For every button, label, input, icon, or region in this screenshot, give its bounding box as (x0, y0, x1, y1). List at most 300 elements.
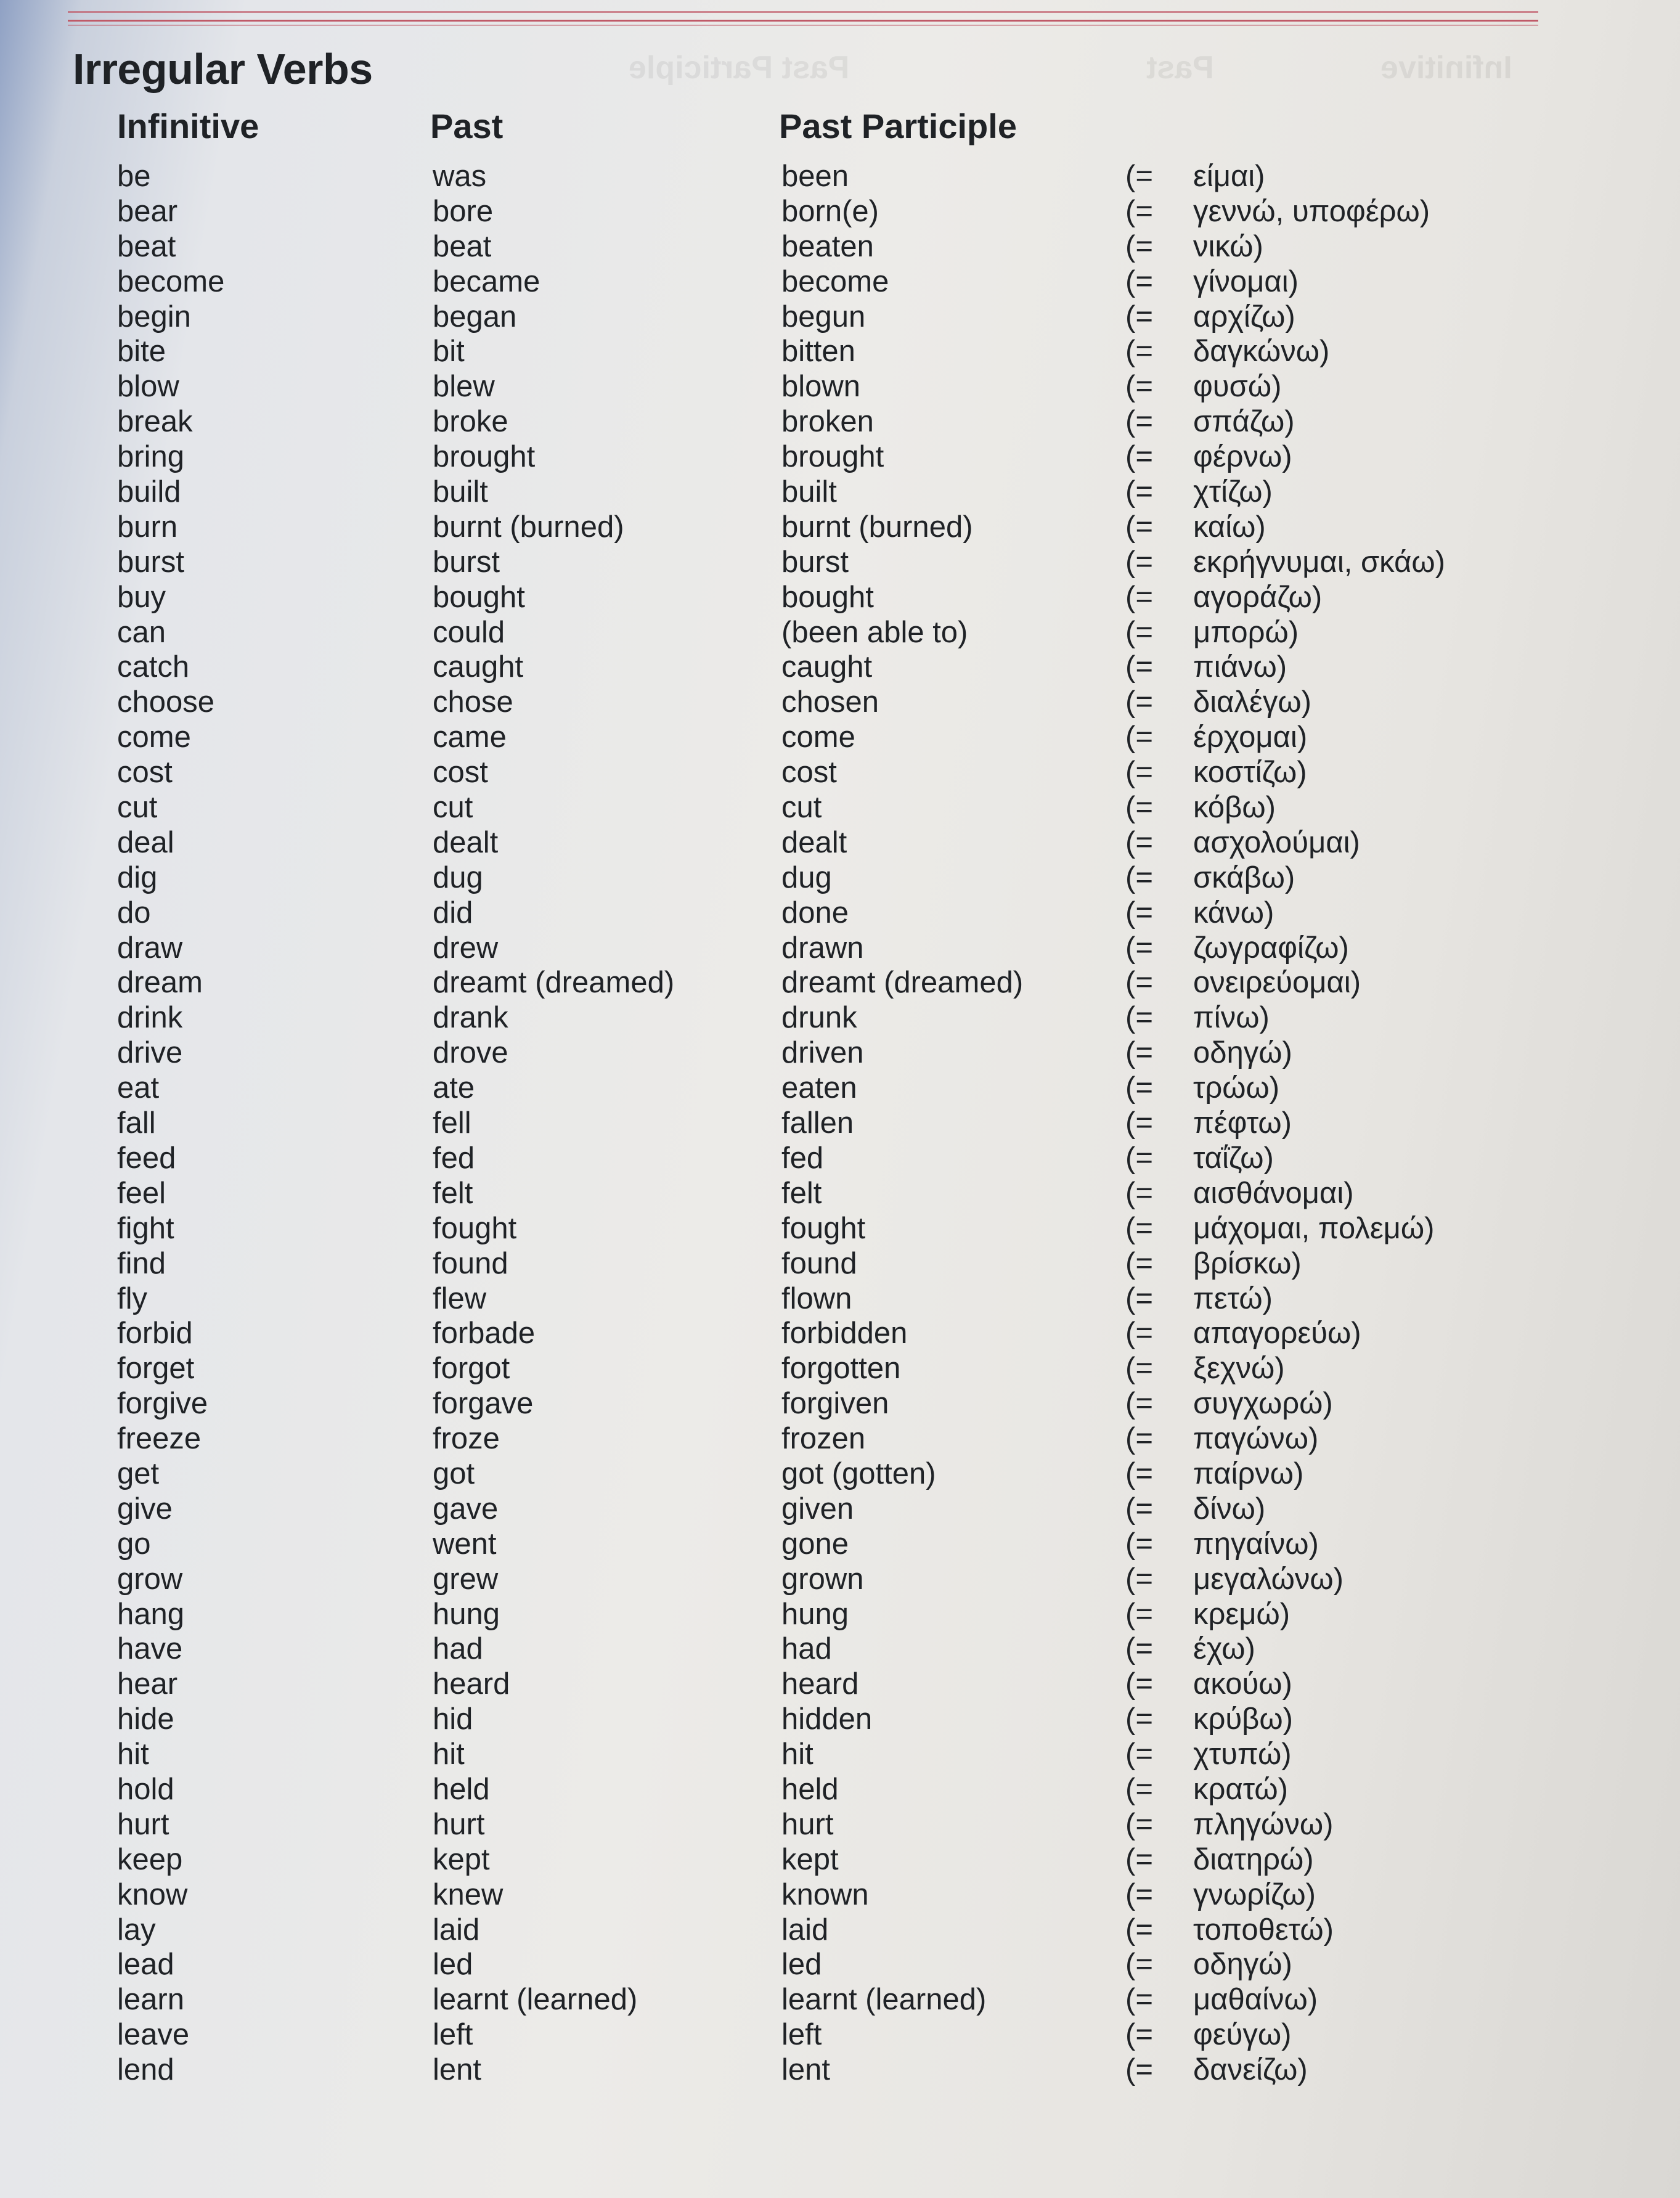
greek-translation-cell (1125, 264, 1445, 300)
past-participle-cell: fed (781, 1141, 824, 1175)
past-participle-cell: chosen (781, 685, 879, 719)
past-participle-cell: hurt (781, 1807, 834, 1841)
equals-prefix: (= (1125, 1632, 1153, 1666)
equals-prefix: (= (1125, 1807, 1153, 1841)
greek-word: μαθαίνω) (1193, 1983, 1318, 2017)
past-participle-cell: dealt (781, 825, 847, 859)
past-participle-cell: forgiven (781, 1387, 889, 1421)
past-participle-cell: blown (781, 370, 861, 404)
greek-translation-cell (1125, 1000, 1445, 1036)
equals-prefix: (= (1125, 1527, 1153, 1561)
past-participle-cell: built (781, 475, 837, 509)
past-cell: drew (433, 931, 499, 965)
past-cell: lent (433, 2053, 482, 2087)
past-cell: went (433, 1527, 497, 1561)
greek-word: δίνω) (1193, 1492, 1266, 1526)
equals-prefix: (= (1125, 1948, 1153, 1982)
past-participle-cell: forgotten (781, 1352, 901, 1386)
past-participle-cell: got (gotten) (781, 1456, 936, 1490)
infinitive-cell: choose (117, 685, 215, 719)
infinitive-cell: freeze (117, 1422, 202, 1456)
equals-prefix: (= (1125, 1738, 1153, 1771)
greek-word: ονειρεύομαι) (1193, 966, 1361, 1000)
past-participle-cell: driven (781, 1036, 864, 1070)
equals-prefix: (= (1125, 1597, 1153, 1631)
equals-prefix: (= (1125, 1842, 1153, 1876)
infinitive-cell: hold (117, 1772, 174, 1806)
infinitive-cell: learn (117, 1983, 184, 2017)
greek-translation-cell (1125, 229, 1445, 264)
past-participle-cell: burst (781, 545, 849, 579)
greek-word: εκρήγνυμαι, σκάω) (1193, 545, 1445, 579)
equals-prefix: (= (1125, 650, 1153, 684)
past-participle-cell: felt (781, 1176, 822, 1210)
greek-word: είμαι) (1193, 160, 1265, 193)
past-cell: hung (433, 1597, 500, 1631)
past-cell: hurt (433, 1807, 485, 1841)
past-participle-cell: given (781, 1492, 854, 1526)
infinitive-cell: be (117, 160, 151, 193)
greek-word: δαγκώνω) (1193, 335, 1330, 369)
past-participle-cell: lent (781, 2053, 831, 2087)
past-cell: learnt (learned) (433, 1983, 638, 2017)
past-cell: left (433, 2018, 473, 2052)
greek-word: σπάζω) (1193, 405, 1295, 439)
greek-translation-column (1125, 159, 1445, 2088)
past-cell: kept (433, 1842, 490, 1876)
greek-word: τρώω) (1193, 1071, 1280, 1105)
past-participle-cell: flown (781, 1281, 852, 1315)
infinitive-cell: forget (117, 1352, 195, 1386)
infinitive-cell: catch (117, 650, 190, 684)
greek-word: χτυπώ) (1193, 1738, 1292, 1771)
past-cell: cut (433, 791, 473, 825)
greek-word: διατηρώ) (1193, 1842, 1314, 1876)
greek-word: διαλέγω) (1193, 685, 1311, 719)
past-cell: knew (433, 1877, 504, 1911)
infinitive-cell: hurt (117, 1807, 169, 1841)
past-cell: beat (433, 229, 492, 263)
greek-word: νικώ) (1193, 229, 1263, 263)
equals-prefix: (= (1125, 1877, 1153, 1911)
infinitive-cell: deal (117, 825, 174, 859)
bleed-through-header: Infinitive (1380, 50, 1512, 86)
greek-translation-cell (1125, 1667, 1445, 1702)
greek-translation-cell (1125, 1632, 1445, 1667)
equals-prefix: (= (1125, 1176, 1153, 1210)
greek-word: μάχομαι, πολεμώ) (1193, 1211, 1435, 1245)
infinitive-cell: fly (117, 1281, 147, 1315)
equals-prefix: (= (1125, 2053, 1153, 2087)
greek-translation-cell (1125, 755, 1445, 790)
greek-translation-cell (1125, 965, 1445, 1000)
past-cell: burst (433, 545, 500, 579)
equals-prefix: (= (1125, 615, 1153, 649)
greek-translation-cell (1125, 860, 1445, 896)
past-participle-cell: left (781, 2018, 822, 2052)
equals-prefix: (= (1125, 510, 1153, 544)
greek-translation-cell (1125, 580, 1445, 615)
greek-word: δανείζω) (1193, 2053, 1308, 2087)
greek-word: τοποθετώ) (1193, 1913, 1334, 1947)
greek-word: πίνω) (1193, 1001, 1270, 1035)
equals-prefix: (= (1125, 160, 1153, 193)
equals-prefix: (= (1125, 1667, 1153, 1701)
greek-word: αρχίζω) (1193, 300, 1295, 333)
greek-translation-cell (1125, 1141, 1445, 1176)
greek-word: φυσώ) (1193, 370, 1282, 404)
past-participle-cell: had (781, 1632, 832, 1666)
infinitive-cell: eat (117, 1071, 160, 1105)
past-participle-cell: drunk (781, 1001, 857, 1035)
equals-prefix: (= (1125, 545, 1153, 579)
greek-translation-cell (1125, 1036, 1445, 1071)
greek-word: συγχωρώ) (1193, 1387, 1333, 1421)
past-cell: had (433, 1632, 483, 1666)
infinitive-column (117, 159, 224, 2088)
past-cell: grew (433, 1562, 499, 1596)
greek-translation-cell (1125, 1106, 1445, 1141)
past-participle-cell: fought (781, 1211, 866, 1245)
greek-translation-cell (1125, 1492, 1445, 1527)
greek-translation-cell (1125, 1947, 1445, 1982)
past-cell: did (433, 896, 473, 929)
past-participle-cell: gone (781, 1527, 849, 1561)
page-title: Irregular Verbs (73, 45, 373, 93)
infinitive-cell: lend (117, 2053, 174, 2087)
equals-prefix: (= (1125, 860, 1153, 894)
past-cell: built (433, 475, 488, 509)
infinitive-cell: go (117, 1527, 151, 1561)
equals-prefix: (= (1125, 825, 1153, 859)
past-cell: drank (433, 1001, 508, 1035)
infinitive-cell: buy (117, 580, 166, 614)
past-participle-cell: caught (781, 650, 873, 684)
past-participle-cell: heard (781, 1667, 859, 1701)
past-participle-cell: laid (781, 1913, 829, 1947)
past-cell: fought (433, 1211, 517, 1245)
past-participle-cell: done (781, 896, 849, 929)
infinitive-cell: get (117, 1456, 160, 1490)
past-cell: could (433, 615, 505, 649)
equals-prefix: (= (1125, 1001, 1153, 1035)
infinitive-cell: can (117, 615, 166, 649)
greek-word: χτίζω) (1193, 475, 1273, 509)
greek-translation-cell (1125, 825, 1445, 860)
past-cell: chose (433, 685, 513, 719)
greek-translation-cell (1125, 1456, 1445, 1492)
greek-word: μπορώ) (1193, 615, 1299, 649)
past-cell: bit (433, 335, 465, 369)
equals-prefix: (= (1125, 931, 1153, 965)
infinitive-cell: blow (117, 370, 179, 404)
infinitive-cell: burn (117, 510, 178, 544)
greek-translation-cell (1125, 650, 1445, 685)
greek-word: κρύβω) (1193, 1702, 1293, 1736)
past-participle-cell: kept (781, 1842, 839, 1876)
greek-translation-cell (1125, 1071, 1445, 1106)
equals-prefix: (= (1125, 194, 1153, 228)
past-cell: burnt (burned) (433, 510, 624, 544)
equals-prefix: (= (1125, 2018, 1153, 2052)
greek-word: απαγορεύω) (1193, 1317, 1361, 1350)
past-cell: found (433, 1246, 508, 1280)
past-cell: drove (433, 1036, 508, 1070)
greek-translation-cell (1125, 1913, 1445, 1948)
past-cell: led (433, 1948, 473, 1982)
greek-word: πετώ) (1193, 1281, 1273, 1315)
past-participle-cell: dug (781, 860, 832, 894)
infinitive-cell: bring (117, 440, 184, 474)
top-rule (68, 25, 1538, 26)
greek-translation-cell (1125, 720, 1445, 755)
equals-prefix: (= (1125, 1422, 1153, 1456)
greek-word: κρεμώ) (1193, 1597, 1291, 1631)
past-participle-cell: (been able to) (781, 615, 968, 649)
infinitive-cell: fall (117, 1106, 156, 1140)
greek-translation-cell (1125, 1842, 1445, 1877)
past-cell: froze (433, 1422, 500, 1456)
equals-prefix: (= (1125, 1702, 1153, 1736)
equals-prefix: (= (1125, 264, 1153, 298)
equals-prefix: (= (1125, 896, 1153, 929)
past-cell: blew (433, 370, 495, 404)
greek-word: αγοράζω) (1193, 580, 1323, 614)
past-participle-cell: beaten (781, 229, 874, 263)
past-cell: flew (433, 1281, 487, 1315)
past-cell: hit (433, 1738, 465, 1771)
past-participle-cell: broken (781, 405, 874, 439)
past-cell: became (433, 264, 540, 298)
past-cell: got (433, 1456, 475, 1490)
column-header-infinitive: Infinitive (117, 107, 259, 145)
greek-translation-cell (1125, 439, 1445, 475)
greek-translation-cell (1125, 300, 1445, 335)
past-participle-cell: grown (781, 1562, 864, 1596)
greek-word: γνωρίζω) (1193, 1877, 1316, 1911)
greek-translation-cell (1125, 545, 1445, 580)
infinitive-cell: give (117, 1492, 173, 1526)
infinitive-cell: leave (117, 2018, 190, 2052)
past-participle-cell: bitten (781, 335, 855, 369)
infinitive-cell: become (117, 264, 225, 298)
past-participle-cell: hit (781, 1738, 813, 1771)
equals-prefix: (= (1125, 1913, 1153, 1947)
greek-word: πληγώνω) (1193, 1807, 1334, 1841)
infinitive-cell: dig (117, 860, 158, 894)
past-cell: dealt (433, 825, 499, 859)
past-participle-cell: brought (781, 440, 884, 474)
equals-prefix: (= (1125, 1387, 1153, 1421)
past-participle-cell: held (781, 1772, 839, 1806)
past-participle-cell: learnt (learned) (781, 1983, 987, 2017)
greek-word: φεύγω) (1193, 2018, 1292, 2052)
infinitive-cell: keep (117, 1842, 183, 1876)
infinitive-cell: break (117, 405, 193, 439)
equals-prefix: (= (1125, 1141, 1153, 1175)
past-cell: felt (433, 1176, 473, 1210)
past-participle-cell: cost (781, 756, 837, 790)
infinitive-cell: cost (117, 756, 173, 790)
greek-translation-cell (1125, 790, 1445, 825)
greek-translation-cell (1125, 931, 1445, 966)
greek-translation-cell (1125, 685, 1445, 720)
past-participle-cell: known (781, 1877, 869, 1911)
greek-translation-cell (1125, 404, 1445, 439)
past-participle-cell: born(e) (781, 194, 879, 228)
greek-word: βρίσκω) (1193, 1246, 1302, 1280)
greek-word: έχω) (1193, 1632, 1255, 1666)
past-participle-cell: dreamt (dreamed) (781, 966, 1024, 1000)
greek-translation-cell (1125, 2017, 1445, 2053)
past-participle-cell: been (781, 160, 849, 193)
greek-translation-cell (1125, 1527, 1445, 1562)
past-participle-cell: hidden (781, 1702, 873, 1736)
equals-prefix: (= (1125, 405, 1153, 439)
past-participle-cell: forbidden (781, 1317, 908, 1350)
greek-word: ξεχνώ) (1193, 1352, 1285, 1386)
equals-prefix: (= (1125, 685, 1153, 719)
past-cell: brought (433, 440, 536, 474)
past-participle-cell: bought (781, 580, 874, 614)
past-participle-cell: begun (781, 300, 866, 333)
infinitive-cell: burst (117, 545, 184, 579)
equals-prefix: (= (1125, 966, 1153, 1000)
equals-prefix: (= (1125, 335, 1153, 369)
infinitive-cell: grow (117, 1562, 183, 1596)
greek-word: ταΐζω) (1193, 1141, 1274, 1175)
infinitive-cell: bite (117, 335, 166, 369)
past-participle-cell: found (781, 1246, 857, 1280)
equals-prefix: (= (1125, 1071, 1153, 1105)
greek-word: έρχομαι) (1193, 721, 1308, 754)
infinitive-cell: fight (117, 1211, 174, 1245)
greek-translation-cell (1125, 1562, 1445, 1597)
equals-prefix: (= (1125, 721, 1153, 754)
past-participle-cell: cut (781, 791, 822, 825)
greek-translation-cell (1125, 1386, 1445, 1421)
past-participle-cell: fallen (781, 1106, 854, 1140)
past-cell: began (433, 300, 517, 333)
infinitive-cell: forbid (117, 1317, 193, 1350)
past-cell: forbade (433, 1317, 536, 1350)
infinitive-cell: hide (117, 1702, 174, 1736)
equals-prefix: (= (1125, 791, 1153, 825)
infinitive-cell: forgive (117, 1387, 208, 1421)
infinitive-cell: know (117, 1877, 188, 1911)
greek-translation-cell (1125, 896, 1445, 931)
greek-word: ζωγραφίζω) (1193, 931, 1349, 965)
greek-word: οδηγώ) (1193, 1948, 1292, 1982)
greek-translation-cell (1125, 1597, 1445, 1632)
past-participle-cell: eaten (781, 1071, 857, 1105)
greek-word: οδηγώ) (1193, 1036, 1292, 1070)
equals-prefix: (= (1125, 1106, 1153, 1140)
infinitive-cell: feed (117, 1141, 176, 1175)
greek-word: ακούω) (1193, 1667, 1292, 1701)
past-cell: hid (433, 1702, 473, 1736)
infinitive-cell: come (117, 721, 191, 754)
equals-prefix: (= (1125, 1317, 1153, 1350)
infinitive-cell: bear (117, 194, 178, 228)
equals-prefix: (= (1125, 475, 1153, 509)
greek-word: γίνομαι) (1193, 264, 1299, 298)
infinitive-cell: build (117, 475, 181, 509)
greek-word: αισθάνομαι) (1193, 1176, 1354, 1210)
past-participle-cell: hung (781, 1597, 849, 1631)
past-cell: gave (433, 1492, 499, 1526)
top-rule (68, 20, 1538, 22)
equals-prefix: (= (1125, 1983, 1153, 2017)
past-cell: caught (433, 650, 524, 684)
greek-translation-cell (1125, 1702, 1445, 1737)
past-cell: dug (433, 860, 483, 894)
past-cell: fell (433, 1106, 471, 1140)
equals-prefix: (= (1125, 440, 1153, 474)
bleed-through-header: Past Participle (629, 50, 850, 86)
equals-prefix: (= (1125, 1772, 1153, 1806)
top-rule (68, 11, 1538, 13)
infinitive-cell: lay (117, 1913, 156, 1947)
infinitive-cell: feel (117, 1176, 166, 1210)
greek-word: παίρνω) (1193, 1456, 1304, 1490)
past-participle-cell: drawn (781, 931, 864, 965)
greek-translation-cell (1125, 334, 1445, 369)
infinitive-cell: beat (117, 229, 176, 263)
greek-word: κόβω) (1193, 791, 1276, 825)
equals-prefix: (= (1125, 580, 1153, 614)
past-participle-cell: come (781, 721, 855, 754)
equals-prefix: (= (1125, 1281, 1153, 1315)
greek-translation-cell (1125, 159, 1445, 194)
past-cell: fed (433, 1141, 475, 1175)
equals-prefix: (= (1125, 1211, 1153, 1245)
greek-translation-cell (1125, 1421, 1445, 1456)
past-cell: bore (433, 194, 494, 228)
greek-translation-cell (1125, 1316, 1445, 1351)
greek-translation-cell (1125, 1211, 1445, 1246)
past-participle-cell: burnt (burned) (781, 510, 973, 544)
equals-prefix: (= (1125, 300, 1153, 333)
past-participle-column (781, 159, 1023, 2088)
greek-translation-cell (1125, 194, 1445, 229)
bleed-through-header: Past (1146, 50, 1214, 86)
greek-word: φέρνω) (1193, 440, 1292, 474)
past-cell: dreamt (dreamed) (433, 966, 675, 1000)
greek-word: σκάβω) (1193, 860, 1295, 894)
infinitive-cell: do (117, 896, 151, 929)
past-cell: held (433, 1772, 490, 1806)
greek-translation-cell (1125, 1281, 1445, 1317)
greek-word: κάνω) (1193, 896, 1274, 929)
past-cell: was (433, 160, 487, 193)
greek-translation-cell (1125, 1772, 1445, 1807)
greek-word: ασχολούμαι) (1193, 825, 1360, 859)
past-participle-cell: led (781, 1948, 822, 1982)
infinitive-cell: have (117, 1632, 183, 1666)
past-cell: laid (433, 1913, 480, 1947)
greek-translation-cell (1125, 1351, 1445, 1386)
infinitive-cell: hit (117, 1738, 149, 1771)
greek-word: κρατώ) (1193, 1772, 1288, 1806)
greek-translation-cell (1125, 1877, 1445, 1913)
greek-word: πέφτω) (1193, 1106, 1292, 1140)
infinitive-cell: cut (117, 791, 158, 825)
infinitive-cell: hang (117, 1597, 185, 1631)
equals-prefix: (= (1125, 1492, 1153, 1526)
infinitive-cell: drive (117, 1036, 183, 1070)
greek-translation-cell (1125, 615, 1445, 650)
